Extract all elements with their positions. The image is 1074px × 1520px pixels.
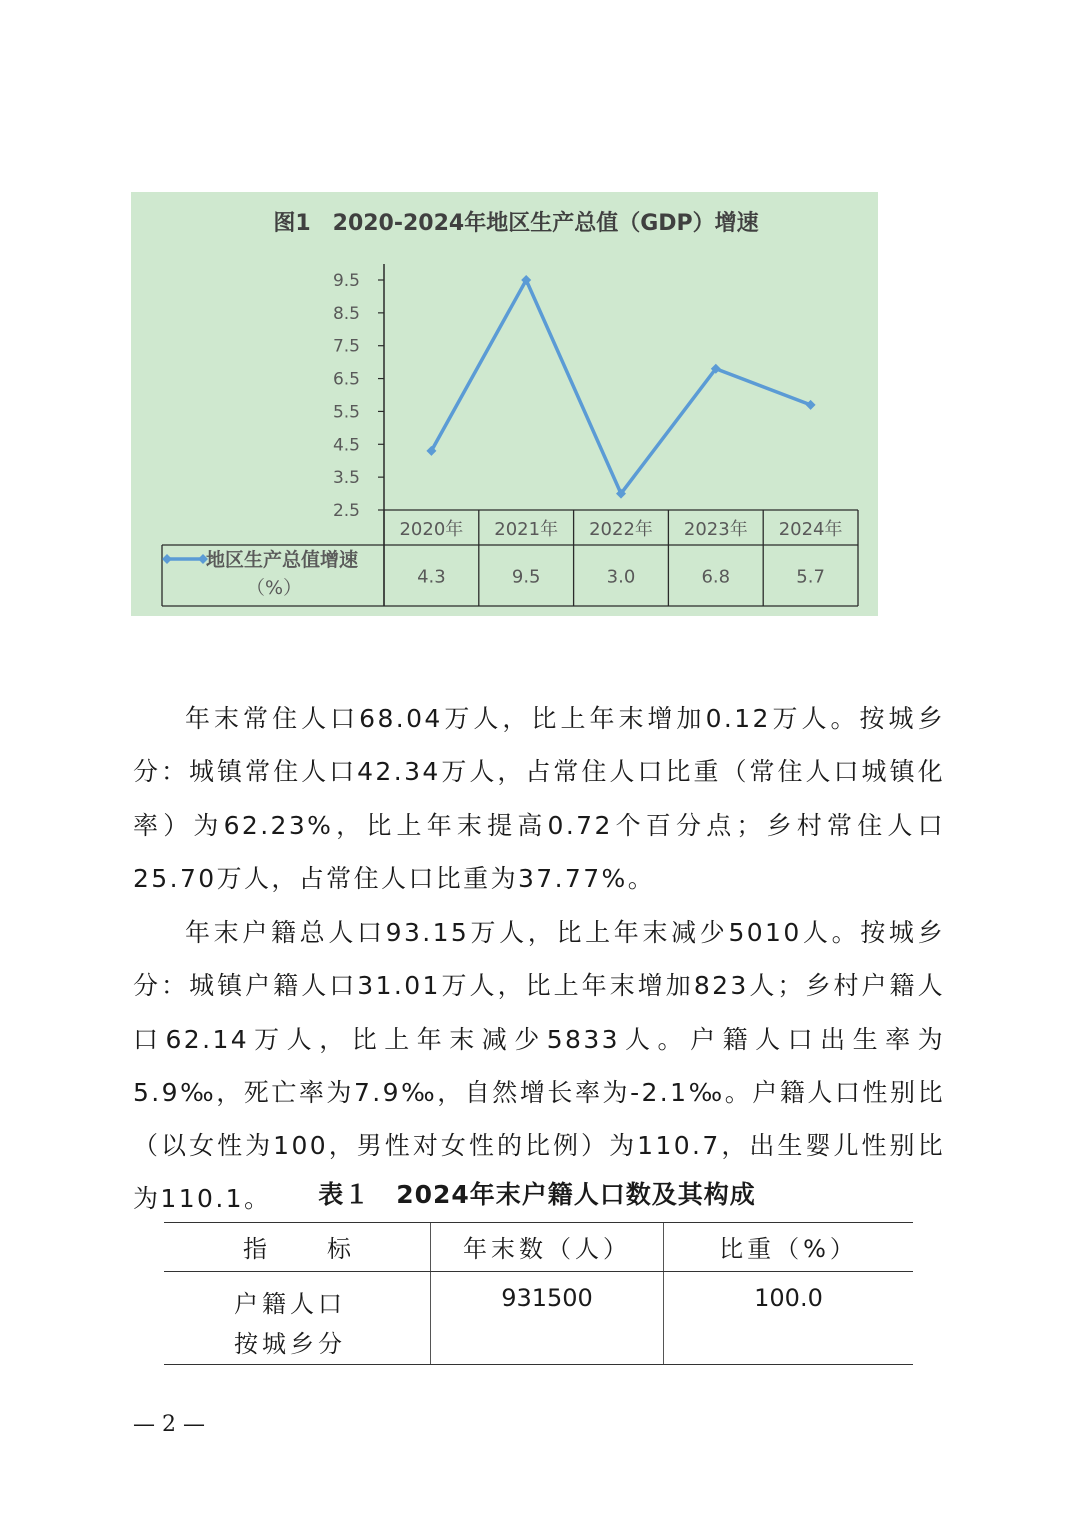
data-label: 9.5 — [511, 566, 541, 588]
data-point-marker — [806, 400, 816, 410]
page-number: — 2 — — [133, 1412, 205, 1437]
table-row — [164, 1272, 913, 1365]
cell-indicator-sub: 按城乡分 — [234, 1330, 346, 1358]
data-label: 3.0 — [606, 566, 636, 588]
data-label: 4.3 — [417, 566, 446, 588]
data-label: 5.7 — [796, 566, 825, 588]
x-category-label: 2021年 — [494, 519, 559, 540]
cell-share: 100.0 — [664, 1272, 914, 1365]
x-category-label: 2020年 — [399, 519, 464, 540]
series-line — [431, 280, 810, 494]
x-category-label: 2024年 — [778, 519, 843, 540]
y-tick-label: 3.5 — [332, 468, 360, 489]
x-category-label: 2023年 — [683, 519, 748, 540]
gdp-growth-chart — [131, 192, 878, 616]
paragraph-resident-population: 年末常住人口68.04万人，比上年末增加0.12万人。按城乡分：城镇常住人口42.34万人，占常住人口比重（常住人口城镇化率）为62.23%，比上年末提高0.72个百分点；乡村常住人口25.70万人，占常住人口比重为37.77%。 — [133, 704, 945, 893]
paragraph-registered-population: 年末户籍总人口93.15万人，比上年末减少5010人。按城乡分：城镇户籍人口31.01万人，比上年末增加823人；乡村户籍人口62.14万人，比上年末减少5833人。户籍人口出生率为5.9‰，死亡率为7.9‰，自然增长率为-2.1‰。户籍人口性别比（以女性为100，男性对女性的比例）为110.7，出生婴儿性别比为110.1。 — [133, 918, 945, 1214]
y-tick-label: 4.5 — [332, 435, 360, 456]
y-tick-label: 7.5 — [332, 336, 360, 357]
cell-indicator-main: 户籍人口 — [234, 1290, 346, 1318]
cell-indicator — [164, 1272, 431, 1365]
data-label: 6.8 — [701, 566, 731, 588]
header-indicator-b: 标 — [327, 1235, 351, 1263]
legend-key — [162, 554, 208, 564]
chart-title: 图1 2020-2024年地区生产总值（GDP）增速 — [273, 211, 759, 236]
header-indicator — [164, 1223, 431, 1272]
y-tick-label: 2.5 — [332, 501, 360, 521]
y-tick-label: 5.5 — [332, 402, 360, 423]
y-tick-label: 9.5 — [332, 271, 360, 291]
legend-series-name: 地区生产总值增速（%） — [206, 549, 359, 599]
y-tick-label: 8.5 — [332, 303, 360, 324]
x-category-label: 2022年 — [589, 519, 653, 540]
registered-population-table — [164, 1222, 913, 1365]
y-tick-label: 6.5 — [332, 369, 360, 390]
table-header-row — [164, 1223, 913, 1272]
header-indicator-a: 指 — [243, 1235, 267, 1263]
header-share: 比重（%） — [664, 1223, 914, 1272]
cell-count: 931500 — [431, 1272, 664, 1365]
header-count: 年末数（人） — [431, 1223, 664, 1272]
chart-canvas — [131, 192, 878, 616]
table-title: 表１ 2024年末户籍人口数及其构成 — [318, 1180, 756, 1209]
